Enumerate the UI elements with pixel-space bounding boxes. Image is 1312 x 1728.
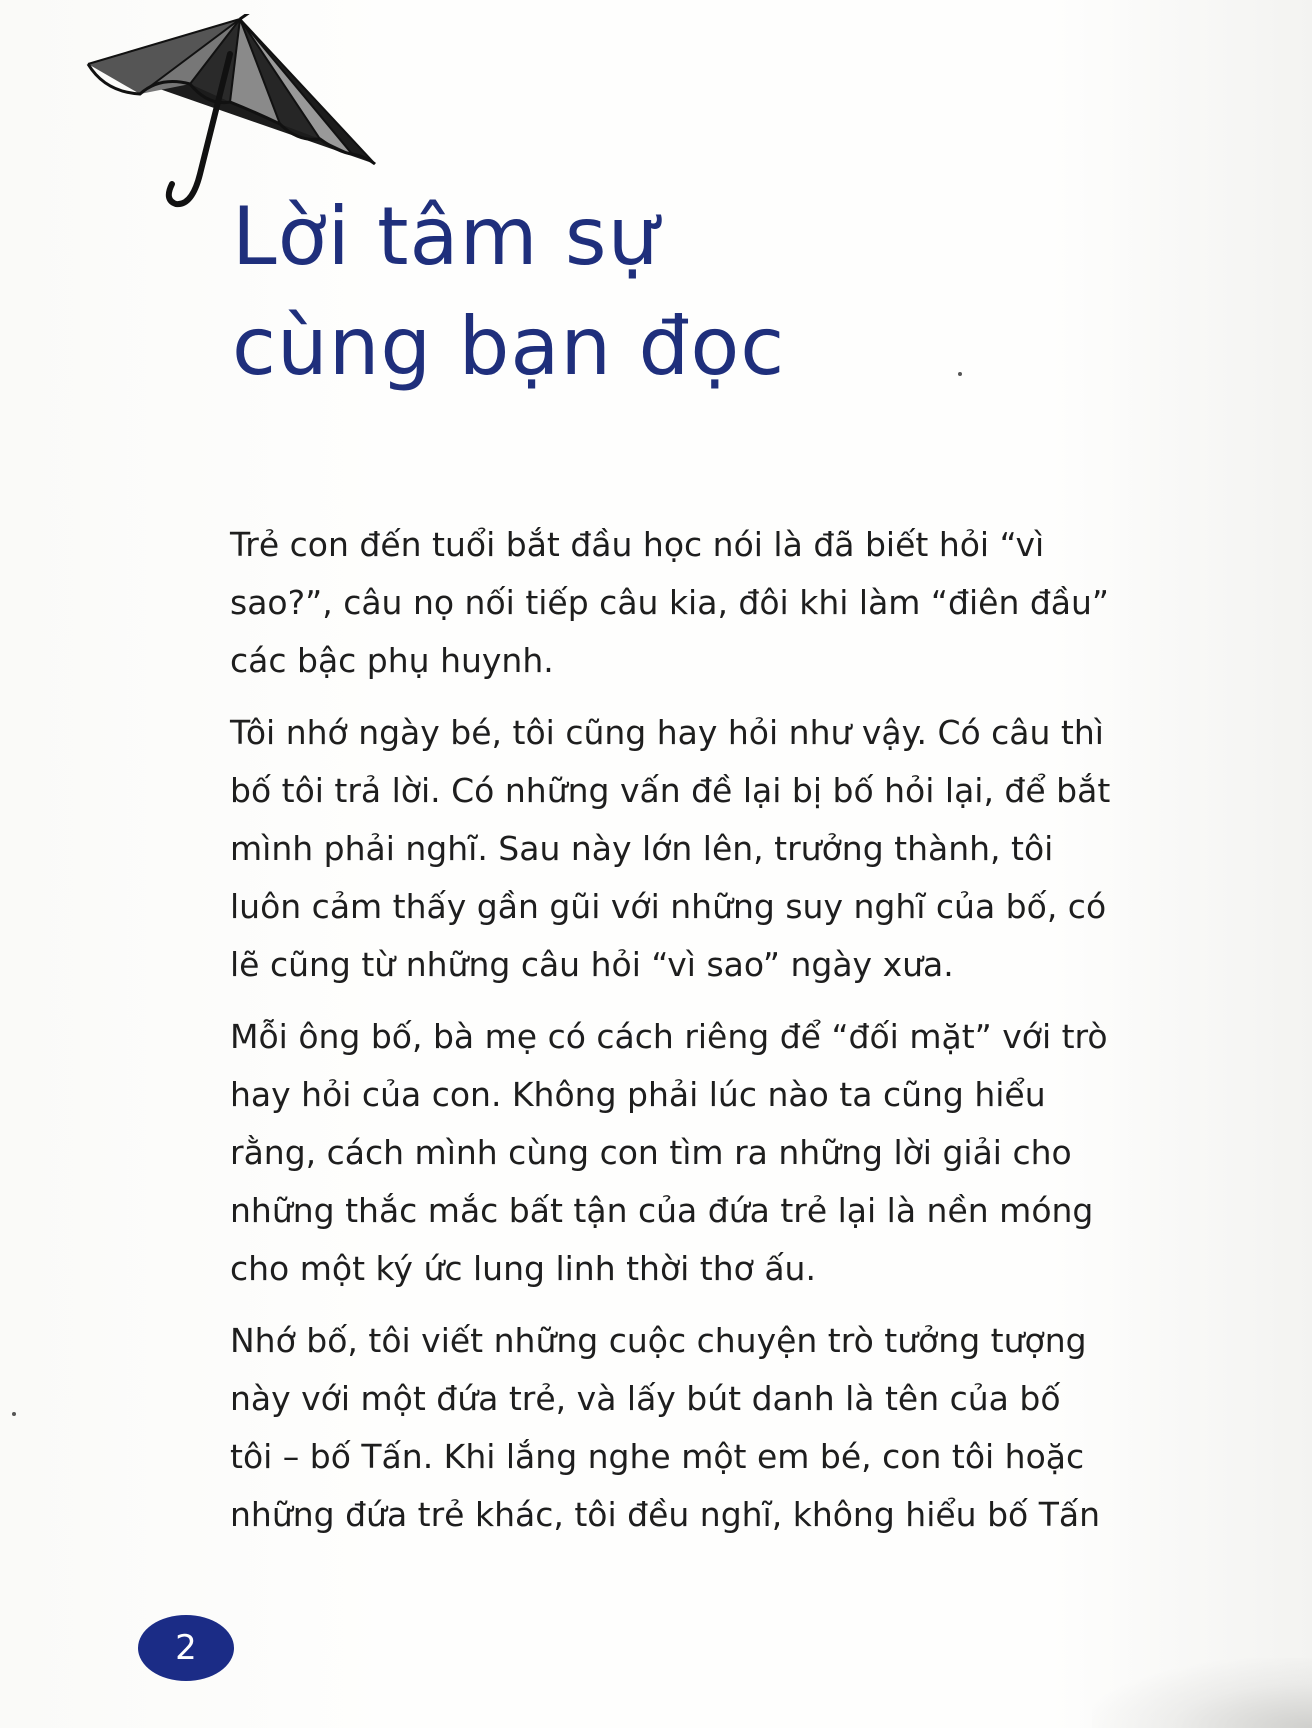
text-line: Nhớ bố, tôi viết những cuộc chuyện trò tưởng tượng	[230, 1321, 1087, 1360]
text-line: rằng, cách mình cùng con tìm ra những lời giải cho	[230, 1133, 1072, 1172]
title-line-2: cùng bạn đọc	[232, 300, 786, 393]
paragraph-2	[230, 704, 1160, 994]
title-line-1: Lời tâm sự	[232, 190, 660, 283]
text-line: sao?”, câu nọ nối tiếp câu kia, đôi khi làm “điên đầu”	[230, 583, 1110, 622]
text-line: tôi – bố Tấn. Khi lắng nghe một em bé, con tôi hoặc	[230, 1437, 1085, 1476]
paragraph-4	[230, 1312, 1160, 1544]
paper-speck	[958, 372, 962, 376]
text-line: những thắc mắc bất tận của đứa trẻ lại là nền móng	[230, 1191, 1094, 1230]
text-line: mình phải nghĩ. Sau này lớn lên, trưởng thành, tôi	[230, 829, 1054, 868]
text-line: lẽ cũng từ những câu hỏi “vì sao” ngày xưa.	[230, 945, 954, 984]
text-line: những đứa trẻ khác, tôi đều nghĩ, không hiểu bố Tấn	[230, 1495, 1100, 1534]
text-line: Tôi nhớ ngày bé, tôi cũng hay hỏi như vậy. Có câu thì	[230, 713, 1104, 752]
text-line: này với một đứa trẻ, và lấy bút danh là tên của bố	[230, 1379, 1061, 1418]
text-line: Trẻ con đến tuổi bắt đầu học nói là đã biết hỏi “vì	[230, 525, 1045, 564]
page-corner-shadow	[1092, 1658, 1312, 1728]
text-line: bố tôi trả lời. Có những vấn đề lại bị bố hỏi lại, để bắt	[230, 771, 1111, 810]
text-line: hay hỏi của con. Không phải lúc nào ta cũng hiểu	[230, 1075, 1046, 1114]
page-number-badge: 2	[138, 1615, 234, 1681]
text-line: các bậc phụ huynh.	[230, 641, 554, 680]
body-text	[230, 516, 1160, 1558]
text-line: luôn cảm thấy gần gũi với những suy nghĩ của bố, có	[230, 887, 1107, 926]
page-title	[232, 182, 785, 402]
text-line: Mỗi ông bố, bà mẹ có cách riêng để “đối mặt” với trò	[230, 1017, 1108, 1056]
paragraph-3	[230, 1008, 1160, 1298]
text-line: cho một ký ức lung linh thời thơ ấu.	[230, 1249, 816, 1288]
paper-speck	[12, 1412, 16, 1416]
paragraph-1	[230, 516, 1160, 690]
